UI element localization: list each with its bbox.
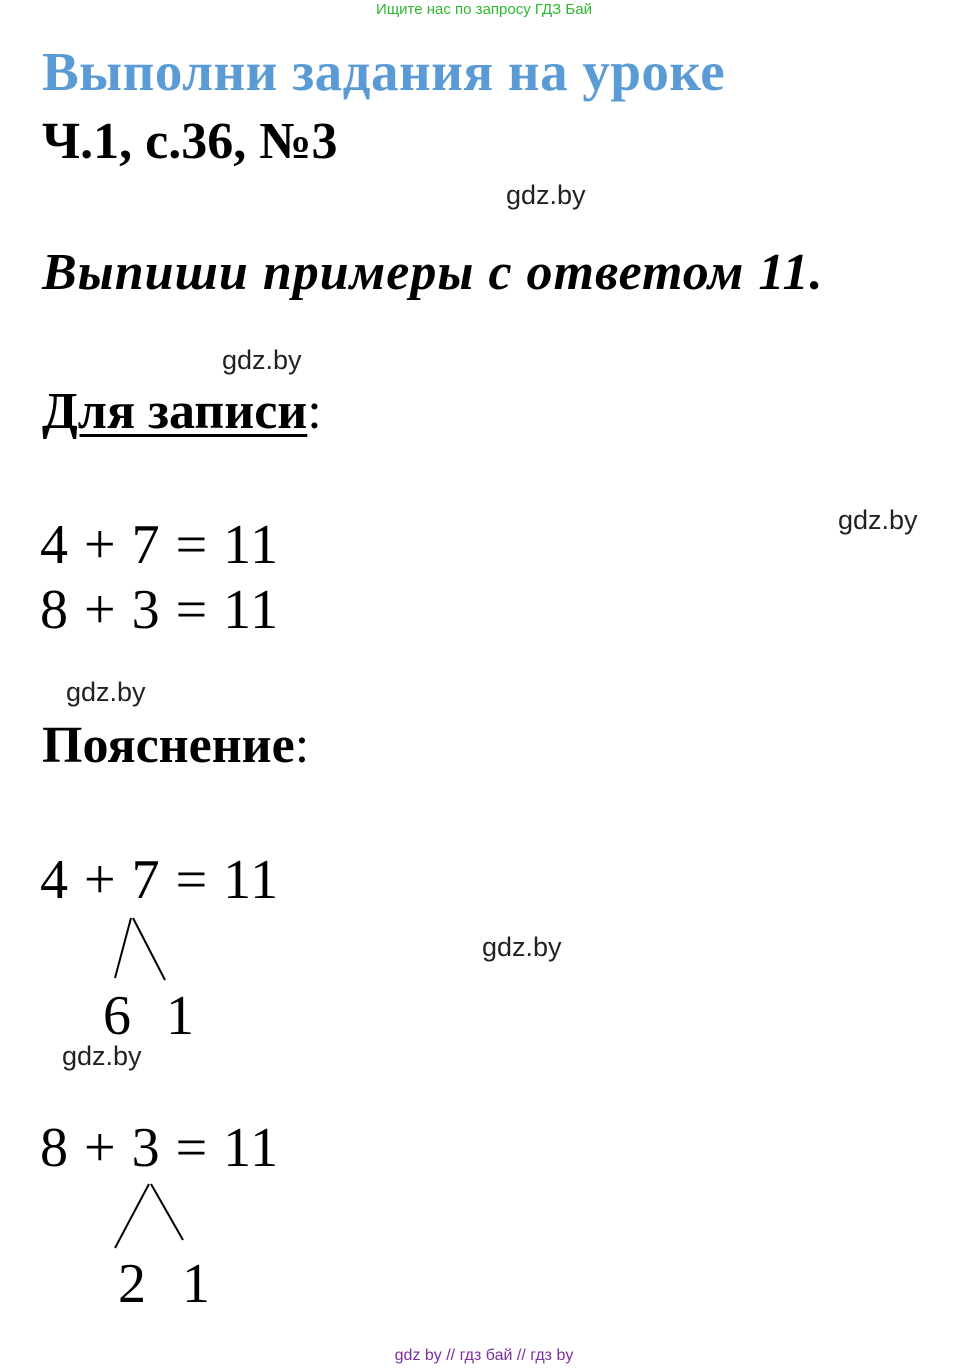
explanation-equation: 8 + 3 = 11 xyxy=(40,1117,280,1179)
record-section-colon: : xyxy=(307,383,322,440)
explanation-section-label: Пояснение xyxy=(42,717,295,774)
split-digit: 1 xyxy=(182,1253,210,1315)
watermark: gdz.by xyxy=(222,345,302,375)
record-equation: 4 + 7 = 11 xyxy=(40,514,280,576)
split-line-left xyxy=(115,918,131,978)
split-line-left xyxy=(115,1184,149,1248)
watermark: gdz.by xyxy=(838,505,918,535)
record-equation: 8 + 3 = 11 xyxy=(40,579,280,641)
watermark: gdz.by xyxy=(506,180,586,210)
task-text: Выпиши примеры с ответом 11. xyxy=(42,244,824,301)
page-title: Выполни задания на уроке xyxy=(42,41,726,102)
split-line-right xyxy=(133,918,165,980)
watermark: gdz.by xyxy=(482,932,562,962)
split-digit: 1 xyxy=(166,985,194,1047)
explanation-equation: 4 + 7 = 11 xyxy=(40,849,280,911)
page-subtitle: Ч.1, с.36, №3 xyxy=(42,113,338,170)
split-digit: 2 xyxy=(118,1253,146,1315)
footer: gdz by // гдз бай // гдз by xyxy=(394,1347,574,1364)
top-banner: Ищите нас по запросу ГДЗ Бай xyxy=(376,1,592,18)
split-line-right xyxy=(151,1184,183,1240)
split-digit: 6 xyxy=(103,985,131,1047)
explanation-section-colon: : xyxy=(294,717,310,774)
record-section-label: Для записи xyxy=(42,383,308,440)
watermark: gdz.by xyxy=(66,677,146,707)
watermark: gdz.by xyxy=(62,1041,142,1071)
